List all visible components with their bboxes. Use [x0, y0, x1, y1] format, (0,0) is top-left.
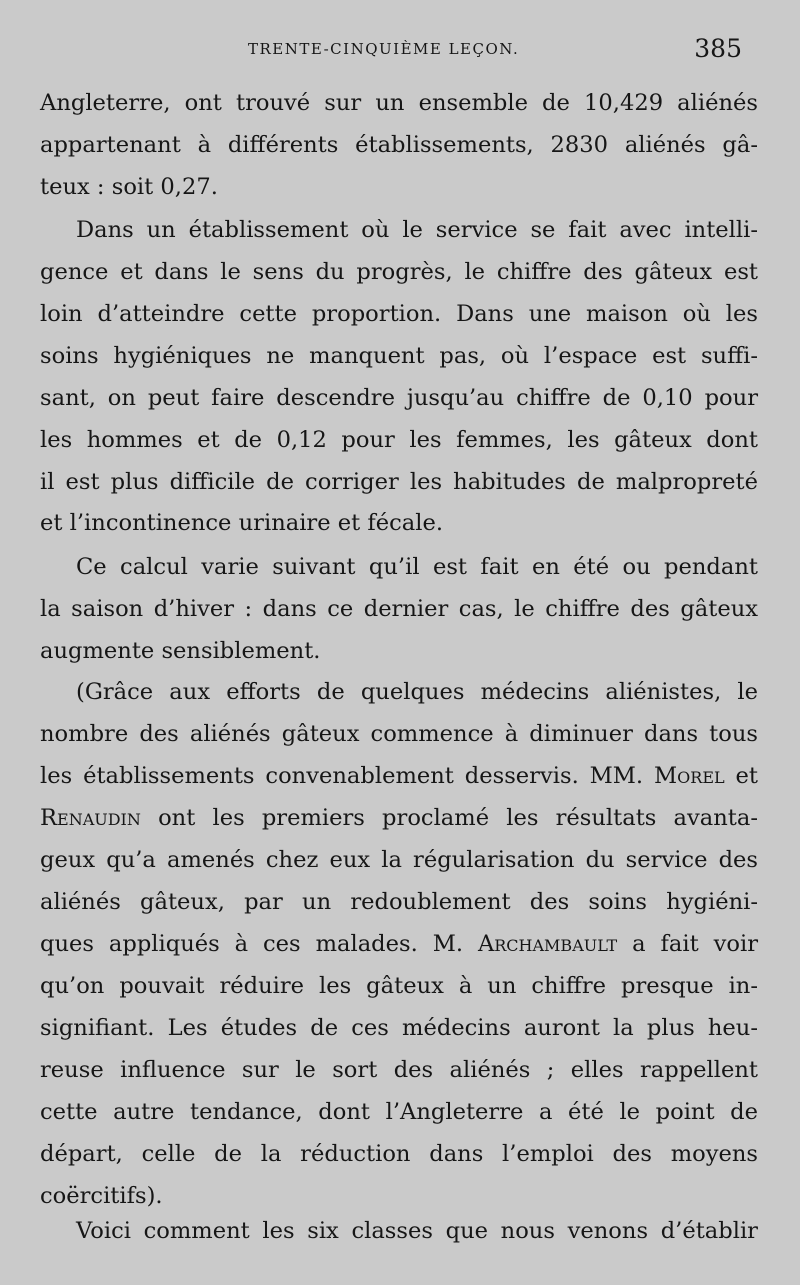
text-line: augmente sensiblement.: [40, 638, 321, 664]
text-line: loin d’atteindre cette proportion. Dans une maison où les: [40, 301, 758, 327]
text-line: [40, 765, 758, 788]
paragraph-first-line: Voici comment les six classes que nous venons d’établir: [76, 1218, 758, 1244]
text-line: qu’on pouvait réduire les gâteux à un chiffre presque in-: [40, 973, 758, 999]
text-line: les hommes et de 0,12 pour les femmes, les gâteux dont: [40, 427, 758, 453]
text-line: appartenant à différents établissements, 2830 aliénés gâ-: [40, 132, 758, 158]
text-line: il est plus difficile de corriger les habitudes de malpropreté: [40, 469, 758, 495]
author-name-renaudin: Renaudin: [40, 805, 141, 831]
text-segment: ques appliqués à ces malades. M.: [40, 931, 478, 957]
author-name-morel: Morel: [654, 763, 725, 789]
paragraph-first-line: Ce calcul varie suivant qu’il est fait en été ou pendant: [76, 554, 758, 580]
text-line: reuse influence sur le sort des aliénés ; elles rappellent: [40, 1057, 758, 1083]
author-name-archambault: Archambault: [477, 931, 618, 957]
text-segment: ont les premiers proclamé les résultats avanta-: [140, 805, 758, 831]
text-line: [40, 807, 758, 830]
text-line: [40, 933, 758, 956]
running-head: TRENTE-CINQUIÈME LEÇON.: [248, 40, 520, 58]
page-number: 385: [694, 34, 742, 63]
text-line: coërcitifs).: [40, 1183, 163, 1209]
text-line: aliénés gâteux, par un redoublement des soins hygiéni-: [40, 889, 758, 915]
text-line: départ, celle de la réduction dans l’emploi des moyens: [40, 1141, 758, 1167]
text-line: Angleterre, ont trouvé sur un ensemble de 10,429 aliénés: [40, 90, 758, 116]
text-line: la saison d’hiver : dans ce dernier cas, le chiffre des gâteux: [40, 596, 758, 622]
text-line: nombre des aliénés gâteux commence à diminuer dans tous: [40, 721, 758, 747]
text-segment: et: [724, 763, 758, 789]
text-segment: les établissements convenablement desservis. MM.: [40, 763, 655, 789]
text-line: gence et dans le sens du progrès, le chiffre des gâteux est: [40, 259, 758, 285]
text-line: et l’incontinence urinaire et fécale.: [40, 510, 444, 536]
text-line: sant, on peut faire descendre jusqu’au chiffre de 0,10 pour: [40, 385, 758, 411]
paragraph-first-line: Dans un établissement où le service se fait avec intelli-: [76, 217, 758, 243]
text-segment: a fait voir: [617, 931, 758, 957]
paragraph-first-line: (Grâce aux efforts de quelques médecins aliénistes, le: [76, 679, 758, 705]
text-line: soins hygiéniques ne manquent pas, où l’espace est suffi-: [40, 343, 758, 369]
text-line: geux qu’a amenés chez eux la régularisation du service des: [40, 847, 758, 873]
text-line: signifiant. Les études de ces médecins auront la plus heu-: [40, 1015, 758, 1041]
text-line: teux : soit 0,27.: [40, 174, 218, 200]
text-line: cette autre tendance, dont l’Angleterre a été le point de: [40, 1099, 758, 1125]
